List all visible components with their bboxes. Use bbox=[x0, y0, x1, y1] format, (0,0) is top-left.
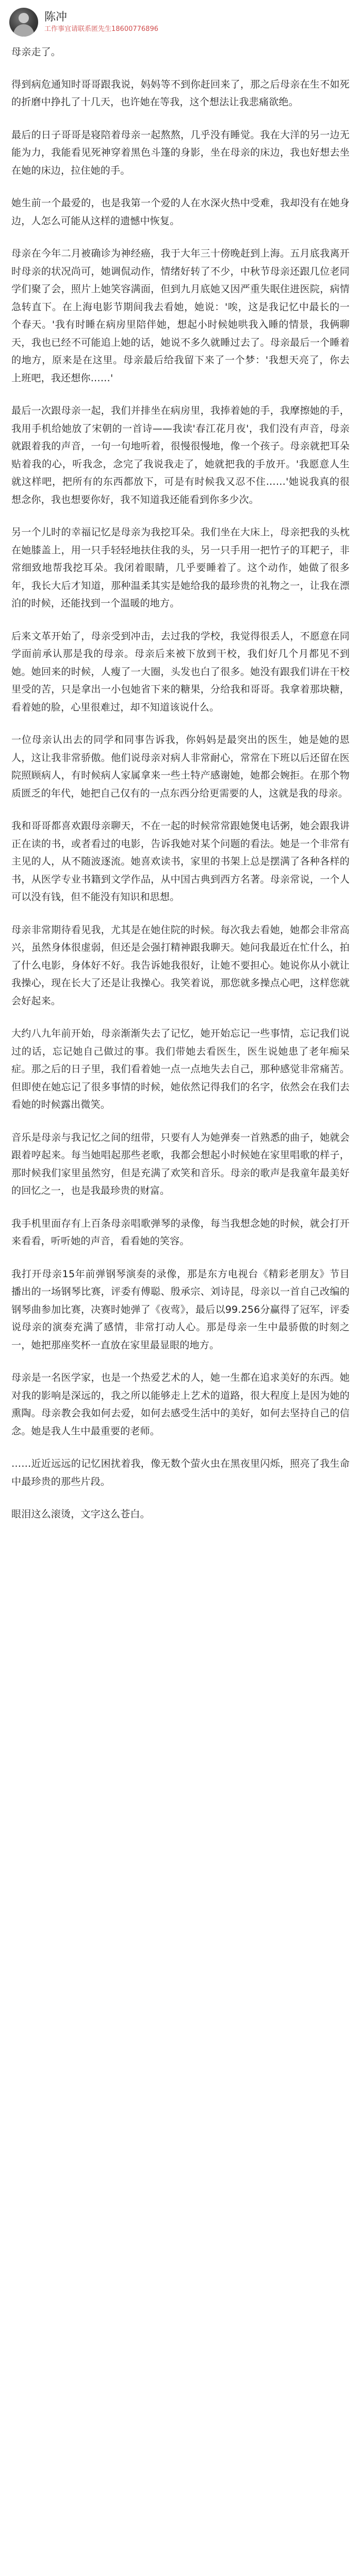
paragraph: 母亲非常期待看见我，尤其是在她住院的时候。每次我去看她，她都会非常高兴，虽然身体很虚弱，但还是会强打精神跟我聊天。她问我最近在忙什么，拍了什么电影，身体好不好。我告诉她我很好，让她不要担心。她说你从小就让我操心，现在长大了还是让我操心。我笑着说，那您就多操点心吧，这样您就会好起来。 bbox=[11, 924, 350, 1007]
author-avatar[interactable] bbox=[9, 8, 38, 37]
paragraph: 她生前一个最爱的，也是我第一个爱的人在水深火热中受难，我却没有在她身边，人怎么可能从这样的遗憾中恢复。 bbox=[11, 197, 350, 227]
paragraph: 我手机里面存有上百条母亲唱歌弹琴的录像，每当我想念她的时候，就会打开来看看，听听她的声音，看看她的笑容。 bbox=[11, 1217, 350, 1247]
paragraph: 得到病危通知时哥哥跟我说，妈妈等不到你赶回来了，那之后母亲在生不如死的折磨中挣扎了十几天，也许她在等我，这个想法让我悲痛欲绝。 bbox=[11, 78, 350, 108]
paragraph: 眼泪这么滚烫，文字这么苍白。 bbox=[11, 1509, 150, 1520]
author-info bbox=[44, 10, 158, 34]
paragraph: 一位母亲认出去的同学和同事告诉我，你妈妈是最突出的医生，她是她的恩人，这让我非常骄傲。他们说母亲对病人非常耐心，常常在下班以后还留在医院照顾病人，有时候病人家属拿来一些土特产感谢她，她都会婉拒。在那个物质匮乏的年代，她把自己仅有的一点东西分给更需要的人，这就是我的母亲。 bbox=[11, 734, 350, 799]
paragraph: ……近近远远的记忆困扰着我，像无数个萤火虫在黑夜里闪烁，照亮了我生命中最珍贵的那些片段。 bbox=[11, 1458, 350, 1487]
paragraph: 大约八九年前开始，母亲渐渐失去了记忆，她开始忘记一些事情，忘记我们说过的话，忘记她自己做过的事。我们带她去看医生，医生说她患了老年痴呆症。那之后的日子里，我们看着她一点一点地失去自己，那种感觉非常痛苦。但即使在她忘记了很多事情的时候，她依然记得我们的名字，依然会在我们去看她的时候露出微笑。 bbox=[11, 1028, 350, 1110]
paragraph: 母亲是一名医学家，也是一个热爱艺术的人，她一生都在追求美好的东西。她对我的影响是深远的，我之所以能够走上艺术的道路，很大程度上是因为她的熏陶。母亲教会我如何去爱，如何去感受生活中的美好，如何去坚持自己的信念。她是我人生中最重要的老师。 bbox=[11, 1372, 350, 1437]
paragraph: 母亲在今年二月被确诊为神经癌，我于大年三十傍晚赶到上海。五月底我离开时母亲的状况尚可，她调侃动作，情绪好转了不少，中秋节母亲还跟几位老同学们聚了会，照片上她笑容满面，但到九月底她又因严重失眠住进医院，病情急转直下。在上海电影节期间我去看她，她说：'唉，这是我记忆中最长的一个春天。'我有时睡在病房里陪伴她，想起小时候她哄我入睡的情景，我俩聊天，我也已经不可能追上她的话，她说不多久就睡过去了。母亲最后一个睡着的地方，原来是在这里。母亲最后给我留下来了一个梦：'我想天亮了，你去上班吧，我还想你……' bbox=[11, 248, 350, 384]
author-verify-text: 工作事宜请联系匿先生18600776896 bbox=[44, 25, 158, 33]
paragraph: 后来文革开始了，母亲受到冲击，去过我的学校，我觉得很丢人，不愿意在同学面前承认那是我的母亲。母亲后来被下放到干校，我们好几个月都见不到她。她回来的时候，人瘦了一大圈，头发也白了很多。她没有跟我们讲在干校里受的苦，只是拿出一小包她省下来的糖果，分给我和哥哥。我拿着那块糖，看着她的脸，心里很难过，却不知道该说什么。 bbox=[11, 630, 350, 713]
author-meta bbox=[44, 25, 158, 34]
paragraph: 另一个儿时的幸福记忆是母亲为我挖耳朵。我们坐在大床上，母亲把我的头枕在她膝盖上，用一只手轻轻地扶住我的头，另一只手用一把竹子的耳耙子，非常细致地帮我挖耳朵。我闭着眼睛，几乎要睡着了。这个动作，她做了很多年，我长大后才知道，那种温柔其实是她给我的最珍贵的礼物之一，让我在漂泊的时候，还能找到一个温暖的地方。 bbox=[11, 527, 350, 609]
article-body bbox=[0, 38, 361, 1523]
paragraph: 母亲走了。 bbox=[11, 46, 61, 58]
paragraph: 最后一次跟母亲一起，我们并排坐在病房里，我捧着她的手，我摩擦她的手，我用手机给她放了宋朝的一首诗——我读'春江花月夜'，我们没有声音，母亲就跟着我的声音，一句一句地听着，很慢很慢地，像一个孩子。母亲就把耳朵贴着我的心，听我念，念完了我说我走了，她就把我的手放开。'我愿意人生就这样吧，把所有的东西都放下，可是有时候我又忍不住……'她说我真的很想念你，我也想要你好，我不知道我还能看到你多少次。 bbox=[11, 405, 350, 505]
paragraph: 我打开母亲15年前弹钢琴演奏的录像，那是东方电视台《精彩老朋友》节目播出的一场钢琴比赛，评委有傅聪、殷承宗、刘诗昆，母亲以一首自己改编的钢琴曲参加比赛，决赛时她弹了《夜莺》，最后以99.256分赢得了冠军，评委说母亲的演奏充满了感情，非常打动人心。那是母亲一生中最骄傲的时刻之一，她把那座奖杯一直放在家里最显眼的地方。 bbox=[11, 1268, 350, 1351]
paragraph: 音乐是母亲与我记忆之间的纽带，只要有人为她弹奏一首熟悉的曲子，她就会跟着哼起来。每当她唱起那些老歌，我都会想起小时候她在家里唱歌的样子，那时候我们家里虽然穷，但是充满了欢笑和音乐。母亲的歌声是我童年最美好的回忆之一，也是我最珍贵的财富。 bbox=[11, 1131, 350, 1196]
author-name[interactable]: 陈冲 bbox=[44, 11, 68, 24]
paragraph: 最后的日子哥哥是寝陪着母亲一起熬熬，几乎没有睡觉。我在大洋的另一边无能为力，我能看见死神穿着黑色斗篷的身影，坐在母亲的床边，我也好想去坐在她的床边，拉住她的手。 bbox=[11, 129, 350, 176]
avatar-head-shape bbox=[19, 13, 29, 23]
paragraph: 我和哥哥都喜欢跟母亲聊天，不在一起的时候常常跟她煲电话粥，她会跟我讲正在读的书，或者看过的电影，告诉我她对某个问题的看法。她是一个非常有主见的人，从不随波逐流。她喜欢读书，家里的书架上总是摆满了各种各样的书，从医学专业书籍到文学作品，从中国古典到西方名著。母亲常说，一个人可以没有钱，但不能没有知识和思想。 bbox=[11, 820, 350, 903]
avatar-shoulders-shape bbox=[13, 24, 34, 37]
author-header bbox=[0, 0, 361, 38]
